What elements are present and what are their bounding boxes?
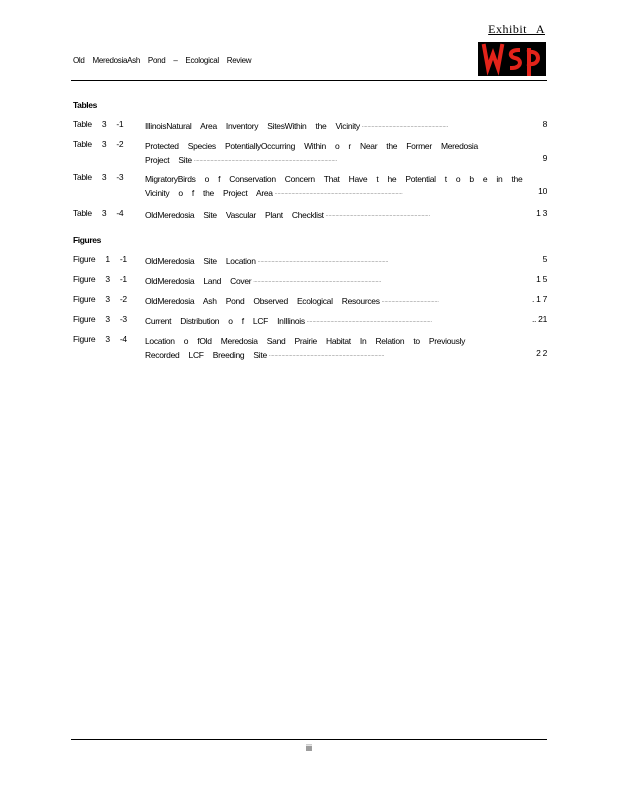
toc-entry-page: 2 2 — [536, 348, 547, 358]
exhibit-label: Exhibit A — [488, 22, 545, 36]
toc-entry-page: .. 21 — [531, 314, 547, 324]
toc-entry-title: Protected Species PotentiallyOccurring Within o r Near the Former Meredosia — [145, 141, 478, 151]
toc-entry-number: Figure 1 -1 — [73, 254, 127, 264]
toc-entry-title-continued: Vicinity o f the Project Area — [145, 188, 273, 198]
document-header-title: Old MeredosiaAsh Pond – Ecological Review — [73, 56, 252, 65]
toc-entry-number: Table 3 -1 — [73, 119, 124, 129]
header-divider — [71, 80, 547, 81]
toc-entry-page: 1 5 — [536, 274, 547, 284]
toc-entry-title: IllinoisNatural Area Inventory SitesWithin the Vicinity — [145, 121, 360, 131]
toc-entry-title: MigratoryBirds o f Conservation Concern That Have t he Potential t o b e in the — [145, 174, 523, 184]
toc-entry-title: OldMeredosia Site Vascular Plant Checklist — [145, 210, 324, 220]
toc-entry-title: OldMeredosia Site Location — [145, 256, 256, 266]
section-heading-figures: Figures — [73, 235, 101, 245]
toc-entry-title-continued: Recorded LCF Breeding Site — [145, 350, 267, 360]
toc-entry-number: Figure 3 -3 — [73, 314, 127, 324]
toc-entry-number: Figure 3 -2 — [73, 294, 127, 304]
toc-entry-page: 1 3 — [536, 208, 547, 218]
toc-entry-number: Figure 3 -4 — [73, 334, 127, 344]
toc-entry-title: OldMeredosia Land Cover — [145, 276, 252, 286]
toc-entry-page: 10 — [538, 186, 547, 196]
section-heading-tables: Tables — [73, 100, 97, 110]
toc-entry-number: Table 3 -4 — [73, 208, 124, 218]
toc-entry-title: OldMeredosia Ash Pond Observed Ecological Resources — [145, 296, 380, 306]
footer-divider — [71, 739, 547, 740]
toc-entry-number: Figure 3 -1 — [73, 274, 127, 284]
wsp-logo — [478, 42, 546, 76]
toc-entry-number: Table 3 -2 — [73, 139, 124, 149]
toc-entry-title-continued: Project Site — [145, 155, 192, 165]
toc-entry-page: 8 — [542, 119, 547, 129]
toc-entry-page: 9 — [542, 153, 547, 163]
toc-entry-page: . 1 7 — [531, 294, 547, 304]
toc-entry-page: 5 — [542, 254, 547, 264]
toc-entry-title: Current Distribution o f LCF InIllinois — [145, 316, 305, 326]
page-number: iii — [306, 743, 312, 753]
toc-entry-number: Table 3 -3 — [73, 172, 124, 182]
wsp-logo-icon — [478, 42, 546, 76]
toc-entry-title: Location o fOld Meredosia Sand Prairie Habitat In Relation to Previously — [145, 336, 466, 346]
